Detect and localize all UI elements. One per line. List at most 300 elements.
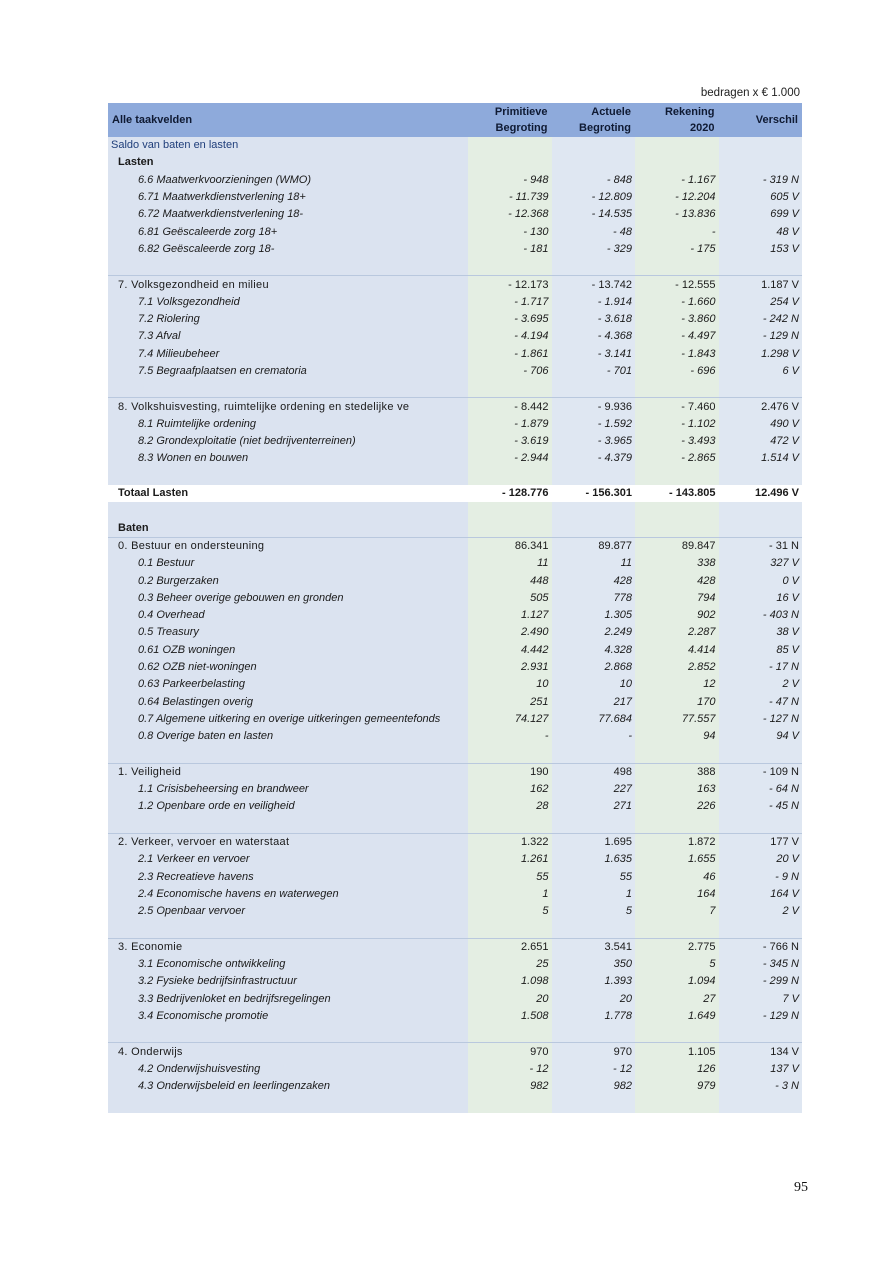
verschil-value: 48 V: [719, 223, 803, 240]
row-label: 3.3 Bedrijvenloket en bedrijfsregelingen: [108, 991, 468, 1008]
header-rekening-2020: [635, 103, 719, 137]
spacer-cell: [719, 380, 803, 398]
header-rekening-line2: 2020: [690, 122, 715, 134]
row-label: 8.1 Ruimtelijke ordening: [108, 416, 468, 433]
actuele-value: 2.868: [552, 659, 636, 676]
verschil-value: 137 V: [719, 1061, 803, 1078]
rekening-value: 163: [635, 781, 719, 798]
verschil-value: - 109 N: [719, 763, 803, 781]
rekening-value: - 175: [635, 241, 719, 258]
row-label: 3.2 Fysieke bedrijfsinfrastructuur: [108, 973, 468, 990]
rekening-value: 164: [635, 886, 719, 903]
item-row: [108, 450, 802, 467]
row-label: 6.71 Maatwerkdienstverlening 18+: [108, 189, 468, 206]
row-label: 7.2 Riolering: [108, 311, 468, 328]
row-label: 3. Economie: [108, 938, 468, 956]
row-label: 4.3 Onderwijsbeleid en leerlingenzaken: [108, 1078, 468, 1095]
rekening-value: 46: [635, 868, 719, 885]
primitieve-value: 74.127: [468, 711, 552, 728]
spacer-cell: [468, 502, 552, 519]
primitieve-value: 11: [468, 555, 552, 572]
actuele-value: - 4.368: [552, 328, 636, 345]
verschil-value: - 9 N: [719, 868, 803, 885]
rekening-value: 1.655: [635, 851, 719, 868]
primitieve-value: 2.490: [468, 624, 552, 641]
row-label: Saldo van baten en lasten: [108, 137, 468, 154]
header-actuele-line2: Begroting: [579, 122, 631, 134]
verschil-value: 94 V: [719, 728, 803, 745]
verschil-value: - 31 N: [719, 537, 803, 555]
actuele-value: 55: [552, 868, 636, 885]
rekening-value: 2.287: [635, 624, 719, 641]
verschil-value: 2.476 V: [719, 398, 803, 416]
spacer-cell: [108, 920, 468, 938]
item-row: [108, 711, 802, 728]
actuele-value: 77.684: [552, 711, 636, 728]
primitieve-value: 55: [468, 868, 552, 885]
rekening-value: [635, 154, 719, 171]
row-label: 2.1 Verkeer en vervoer: [108, 851, 468, 868]
verschil-value: 6 V: [719, 363, 803, 380]
item-row: [108, 991, 802, 1008]
item-row: [108, 781, 802, 798]
actuele-value: 3.541: [552, 938, 636, 956]
spacer-cell: [108, 745, 468, 763]
spacer-cell: [108, 1025, 468, 1043]
verschil-value: 605 V: [719, 189, 803, 206]
primitieve-value: 20: [468, 991, 552, 1008]
primitieve-value: 28: [468, 798, 552, 815]
row-label: 3.4 Economische promotie: [108, 1008, 468, 1025]
rekening-value: - 4.497: [635, 328, 719, 345]
item-row: [108, 868, 802, 885]
actuele-value: 11: [552, 555, 636, 572]
row-label: 7.3 Afval: [108, 328, 468, 345]
actuele-value: - 3.965: [552, 433, 636, 450]
actuele-value: - 4.379: [552, 450, 636, 467]
verschil-value: 1.514 V: [719, 450, 803, 467]
spacer-cell: [552, 1095, 636, 1112]
verschil-value: - 766 N: [719, 938, 803, 956]
rekening-value: 1.649: [635, 1008, 719, 1025]
actuele-value: - 848: [552, 172, 636, 189]
actuele-value: 982: [552, 1078, 636, 1095]
primitieve-value: 505: [468, 590, 552, 607]
item-row: [108, 728, 802, 745]
verschil-value: - 47 N: [719, 694, 803, 711]
row-label: 0.63 Parkeerbelasting: [108, 676, 468, 693]
actuele-value: [552, 520, 636, 538]
rekening-value: - 696: [635, 363, 719, 380]
primitieve-value: 1.098: [468, 973, 552, 990]
item-row: [108, 346, 802, 363]
group-row: [108, 833, 802, 851]
row-label: 0.62 OZB niet-woningen: [108, 659, 468, 676]
row-label: 8.2 Grondexploitatie (niet bedrijventerreinen): [108, 433, 468, 450]
item-row: [108, 886, 802, 903]
verschil-value: 490 V: [719, 416, 803, 433]
primitieve-value: 1.261: [468, 851, 552, 868]
primitieve-value: 2.931: [468, 659, 552, 676]
rekening-value: 1.094: [635, 973, 719, 990]
spacer-cell: [635, 258, 719, 276]
primitieve-value: 5: [468, 903, 552, 920]
spacer-cell: [635, 502, 719, 519]
header-primitieve-line1: Primitieve: [494, 106, 548, 118]
item-row: [108, 189, 802, 206]
verschil-value: 0 V: [719, 572, 803, 589]
actuele-value: - 12.809: [552, 189, 636, 206]
primitieve-value: 1.322: [468, 833, 552, 851]
spacer-cell: [552, 502, 636, 519]
rekening-value: 77.557: [635, 711, 719, 728]
primitieve-value: - 3.695: [468, 311, 552, 328]
item-row: [108, 903, 802, 920]
item-row: [108, 851, 802, 868]
verschil-value: - 45 N: [719, 798, 803, 815]
verschil-value: - 129 N: [719, 328, 803, 345]
rekening-value: - 12.204: [635, 189, 719, 206]
row-label: 0.7 Algemene uitkering en overige uitkeringen gemeentefonds: [108, 711, 468, 728]
rekening-value: 170: [635, 694, 719, 711]
total-row: [108, 485, 802, 502]
actuele-value: 2.249: [552, 624, 636, 641]
verschil-value: [719, 520, 803, 538]
primitieve-value: 1.127: [468, 607, 552, 624]
primitieve-value: - 128.776: [468, 485, 552, 502]
row-label: 0.3 Beheer overige gebouwen en gronden: [108, 590, 468, 607]
actuele-value: [552, 137, 636, 154]
rekening-value: - 2.865: [635, 450, 719, 467]
subsection-row: [108, 154, 802, 171]
verschil-value: 327 V: [719, 555, 803, 572]
rekening-value: 902: [635, 607, 719, 624]
rekening-value: 2.852: [635, 659, 719, 676]
verschil-value: 699 V: [719, 206, 803, 223]
verschil-value: - 129 N: [719, 1008, 803, 1025]
spacer-row: [108, 1025, 802, 1043]
actuele-value: - 48: [552, 223, 636, 240]
row-label: 2. Verkeer, vervoer en waterstaat: [108, 833, 468, 851]
verschil-value: - 299 N: [719, 973, 803, 990]
spacer-cell: [719, 920, 803, 938]
row-label: 6.82 Geëscaleerde zorg 18-: [108, 241, 468, 258]
spacer-cell: [108, 468, 468, 485]
rekening-value: - 3.493: [635, 433, 719, 450]
item-row: [108, 416, 802, 433]
actuele-value: 1.778: [552, 1008, 636, 1025]
spacer-cell: [635, 745, 719, 763]
rekening-value: 2.775: [635, 938, 719, 956]
row-label: 2.4 Economische havens en waterwegen: [108, 886, 468, 903]
rekening-value: 1.105: [635, 1043, 719, 1061]
rekening-value: - 12.555: [635, 276, 719, 294]
actuele-value: - 1.592: [552, 416, 636, 433]
row-label: 1. Veiligheid: [108, 763, 468, 781]
spacer-row: [108, 502, 802, 519]
rekening-value: - 1.843: [635, 346, 719, 363]
actuele-value: 217: [552, 694, 636, 711]
header-verschil: Verschil: [719, 103, 803, 137]
spacer-cell: [635, 1025, 719, 1043]
item-row: [108, 956, 802, 973]
subsection-row: [108, 520, 802, 538]
rekening-value: -: [635, 223, 719, 240]
primitieve-value: 982: [468, 1078, 552, 1095]
rekening-value: - 143.805: [635, 485, 719, 502]
verschil-value: - 3 N: [719, 1078, 803, 1095]
header-primitieve-line2: Begroting: [495, 122, 548, 134]
row-label: 2.3 Recreatieve havens: [108, 868, 468, 885]
verschil-value: [719, 154, 803, 171]
actuele-value: 5: [552, 903, 636, 920]
financial-table: [108, 103, 802, 1113]
spacer-cell: [719, 258, 803, 276]
rekening-value: 27: [635, 991, 719, 1008]
spacer-cell: [468, 920, 552, 938]
spacer-cell: [719, 468, 803, 485]
rekening-value: 226: [635, 798, 719, 815]
item-row: [108, 241, 802, 258]
row-label: 6.6 Maatwerkvoorzieningen (WMO): [108, 172, 468, 189]
primitieve-value: - 12.368: [468, 206, 552, 223]
row-label: 7.5 Begraafplaatsen en crematoria: [108, 363, 468, 380]
rekening-value: 338: [635, 555, 719, 572]
verschil-value: - 319 N: [719, 172, 803, 189]
primitieve-value: - 8.442: [468, 398, 552, 416]
row-label: 0.1 Bestuur: [108, 555, 468, 572]
spacer-cell: [468, 258, 552, 276]
spacer-cell: [719, 1095, 803, 1112]
primitieve-value: [468, 154, 552, 171]
spacer-cell: [635, 920, 719, 938]
actuele-value: - 14.535: [552, 206, 636, 223]
item-row: [108, 294, 802, 311]
rekening-value: - 3.860: [635, 311, 719, 328]
rekening-value: - 13.836: [635, 206, 719, 223]
spacer-cell: [552, 468, 636, 485]
actuele-value: 271: [552, 798, 636, 815]
spacer-cell: [108, 258, 468, 276]
group-row: [108, 763, 802, 781]
actuele-value: 10: [552, 676, 636, 693]
actuele-value: 1: [552, 886, 636, 903]
rekening-value: 428: [635, 572, 719, 589]
primitieve-value: 1.508: [468, 1008, 552, 1025]
rekening-value: [635, 520, 719, 538]
actuele-value: 778: [552, 590, 636, 607]
spacer-cell: [552, 380, 636, 398]
verschil-value: 85 V: [719, 642, 803, 659]
primitieve-value: [468, 137, 552, 154]
actuele-value: 20: [552, 991, 636, 1008]
actuele-value: - 12: [552, 1061, 636, 1078]
actuele-value: 498: [552, 763, 636, 781]
rekening-value: 4.414: [635, 642, 719, 659]
row-label: 7. Volksgezondheid en milieu: [108, 276, 468, 294]
row-label: 8.3 Wonen en bouwen: [108, 450, 468, 467]
row-label: 1.2 Openbare orde en veiligheid: [108, 798, 468, 815]
spacer-cell: [468, 468, 552, 485]
group-row: [108, 1043, 802, 1061]
actuele-value: - 3.618: [552, 311, 636, 328]
verschil-value: 164 V: [719, 886, 803, 903]
spacer-row: [108, 380, 802, 398]
header-primitieve-begroting: [468, 103, 552, 137]
actuele-value: - 329: [552, 241, 636, 258]
verschil-value: - 242 N: [719, 311, 803, 328]
spacer-cell: [108, 816, 468, 834]
row-label: 0.4 Overhead: [108, 607, 468, 624]
spacer-cell: [108, 1095, 468, 1112]
actuele-value: [552, 154, 636, 171]
rekening-value: [635, 137, 719, 154]
verschil-value: 472 V: [719, 433, 803, 450]
row-label: 3.1 Economische ontwikkeling: [108, 956, 468, 973]
primitieve-value: 86.341: [468, 537, 552, 555]
item-row: [108, 694, 802, 711]
spacer-cell: [468, 745, 552, 763]
page-number: 95: [794, 1180, 808, 1195]
rekening-value: 979: [635, 1078, 719, 1095]
actuele-value: - 701: [552, 363, 636, 380]
verschil-value: 12.496 V: [719, 485, 803, 502]
actuele-value: - 13.742: [552, 276, 636, 294]
actuele-value: - 1.914: [552, 294, 636, 311]
actuele-value: 970: [552, 1043, 636, 1061]
spacer-row: [108, 745, 802, 763]
primitieve-value: - 1.717: [468, 294, 552, 311]
verschil-value: - 127 N: [719, 711, 803, 728]
primitieve-value: - 2.944: [468, 450, 552, 467]
verschil-value: 2 V: [719, 903, 803, 920]
header-taakvelden: Alle taakvelden: [108, 103, 468, 137]
header-rekening-line1: Rekening: [664, 106, 715, 118]
primitieve-value: 190: [468, 763, 552, 781]
rekening-value: 794: [635, 590, 719, 607]
rekening-value: 1.872: [635, 833, 719, 851]
spacer-row: [108, 920, 802, 938]
row-label: 4. Onderwijs: [108, 1043, 468, 1061]
primitieve-value: - 1.879: [468, 416, 552, 433]
spacer-cell: [468, 1095, 552, 1112]
group-row: [108, 938, 802, 956]
actuele-value: 350: [552, 956, 636, 973]
primitieve-value: - 1.861: [468, 346, 552, 363]
actuele-value: -: [552, 728, 636, 745]
row-label: 0.5 Treasury: [108, 624, 468, 641]
section-row: [108, 137, 802, 154]
row-label: 8. Volkshuisvesting, ruimtelijke ordening en stedelijke ve: [108, 398, 468, 416]
actuele-value: 1.635: [552, 851, 636, 868]
item-row: [108, 363, 802, 380]
actuele-value: 1.305: [552, 607, 636, 624]
primitieve-value: 970: [468, 1043, 552, 1061]
primitieve-value: - 11.739: [468, 189, 552, 206]
row-label: 0.8 Overige baten en lasten: [108, 728, 468, 745]
primitieve-value: 162: [468, 781, 552, 798]
verschil-value: 38 V: [719, 624, 803, 641]
spacer-cell: [552, 1025, 636, 1043]
actuele-value: 227: [552, 781, 636, 798]
verschil-value: 2 V: [719, 676, 803, 693]
row-label: 1.1 Crisisbeheersing en brandweer: [108, 781, 468, 798]
spacer-cell: [552, 258, 636, 276]
item-row: [108, 624, 802, 641]
table-body: [108, 137, 802, 1113]
row-label: 7.4 Milieubeheer: [108, 346, 468, 363]
spacer-row: [108, 1095, 802, 1112]
spacer-cell: [552, 816, 636, 834]
header-actuele-line1: Actuele: [591, 106, 631, 118]
rekening-value: 7: [635, 903, 719, 920]
rekening-value: - 1.167: [635, 172, 719, 189]
spacer-cell: [719, 1025, 803, 1043]
row-label: 7.1 Volksgezondheid: [108, 294, 468, 311]
actuele-value: - 3.141: [552, 346, 636, 363]
item-row: [108, 1008, 802, 1025]
verschil-value: - 403 N: [719, 607, 803, 624]
primitieve-value: 2.651: [468, 938, 552, 956]
header-actuele-begroting: [552, 103, 636, 137]
group-row: [108, 398, 802, 416]
row-label: 4.2 Onderwijshuisvesting: [108, 1061, 468, 1078]
primitieve-value: - 948: [468, 172, 552, 189]
spacer-cell: [719, 816, 803, 834]
spacer-row: [108, 816, 802, 834]
rekening-value: - 1.660: [635, 294, 719, 311]
spacer-cell: [468, 1025, 552, 1043]
rekening-value: - 7.460: [635, 398, 719, 416]
item-row: [108, 311, 802, 328]
primitieve-value: -: [468, 728, 552, 745]
primitieve-value: - 130: [468, 223, 552, 240]
verschil-value: - 17 N: [719, 659, 803, 676]
item-row: [108, 172, 802, 189]
spacer-cell: [108, 502, 468, 519]
spacer-cell: [635, 380, 719, 398]
item-row: [108, 555, 802, 572]
rekening-value: 126: [635, 1061, 719, 1078]
primitieve-value: 4.442: [468, 642, 552, 659]
primitieve-value: - 12.173: [468, 276, 552, 294]
row-label: 0.61 OZB woningen: [108, 642, 468, 659]
row-label: 6.81 Geëscaleerde zorg 18+: [108, 223, 468, 240]
spacer-row: [108, 258, 802, 276]
row-label: 6.72 Maatwerkdienstverlening 18-: [108, 206, 468, 223]
primitieve-value: 251: [468, 694, 552, 711]
spacer-cell: [635, 468, 719, 485]
item-row: [108, 659, 802, 676]
primitieve-value: 10: [468, 676, 552, 693]
primitieve-value: 25: [468, 956, 552, 973]
verschil-value: 16 V: [719, 590, 803, 607]
primitieve-value: 448: [468, 572, 552, 589]
verschil-value: 153 V: [719, 241, 803, 258]
actuele-value: 4.328: [552, 642, 636, 659]
rekening-value: 5: [635, 956, 719, 973]
spacer-cell: [635, 816, 719, 834]
spacer-cell: [552, 920, 636, 938]
primitieve-value: - 12: [468, 1061, 552, 1078]
primitieve-value: - 181: [468, 241, 552, 258]
primitieve-value: - 706: [468, 363, 552, 380]
primitieve-value: [468, 520, 552, 538]
row-label: Totaal Lasten: [108, 485, 468, 502]
actuele-value: 89.877: [552, 537, 636, 555]
rekening-value: 388: [635, 763, 719, 781]
group-row: [108, 276, 802, 294]
